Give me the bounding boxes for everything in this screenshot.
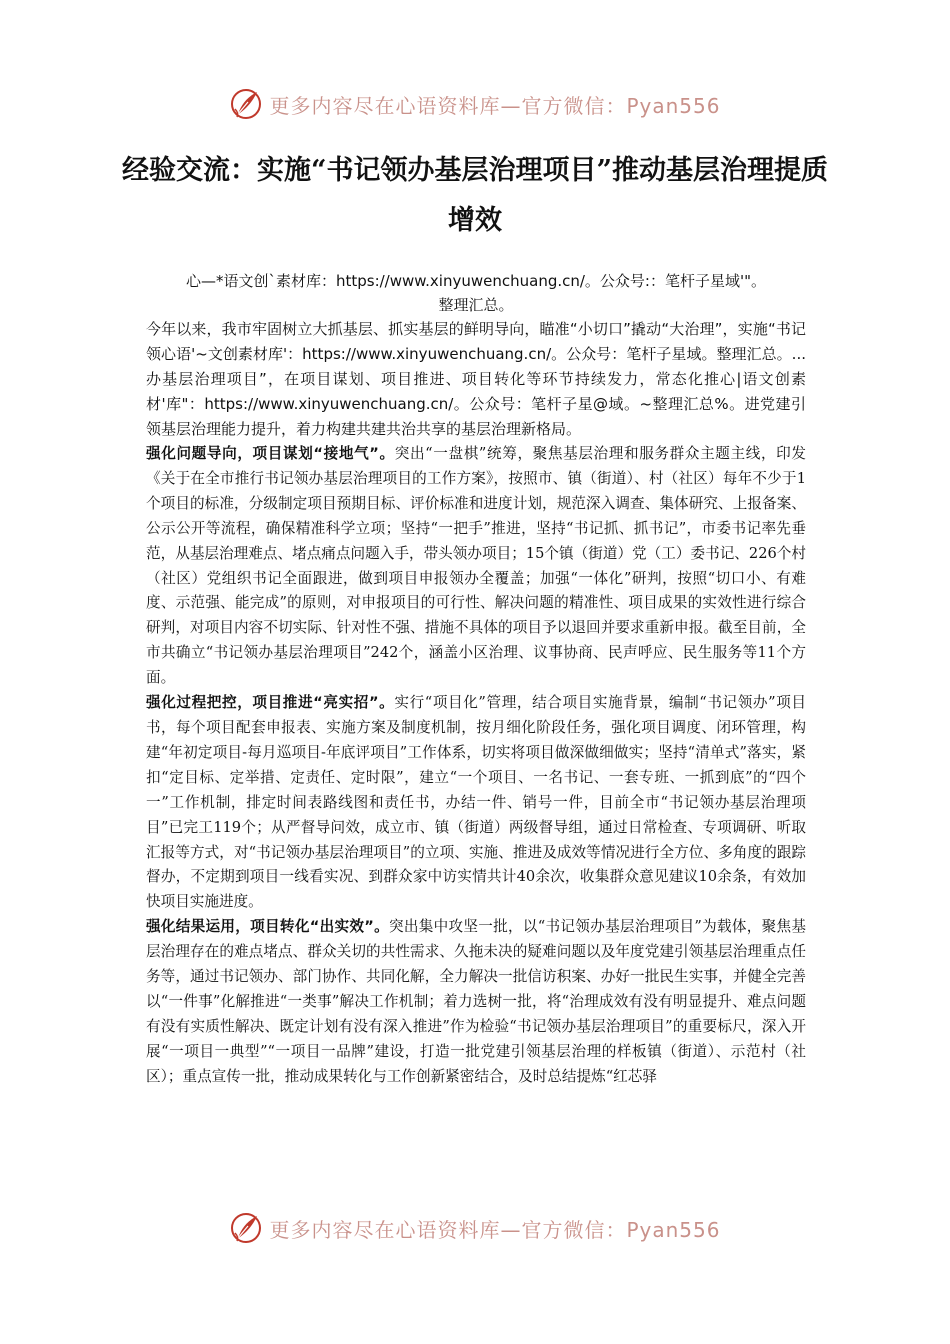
section-paragraph-2 <box>146 691 806 915</box>
article-body <box>146 269 806 1090</box>
section-body-3: 突出集中攻坚一批，以“书记领办基层治理项目”为载体，聚焦基层治理存在的难点堵点、群众关切的共性需求、久拖未决的疑难问题以及年度党建引领基层治理重点任务等，通过书记领办、部门协作、共同化解，全力解决一批信访积案、办好一批民生实事，并健全完善以“一件事”化解推进“一类事”解决工作机制；着力选树一批，将“治理成效有没有明显提升、难点问题有没有实质性解决、既定计划有没有深入推进”作为检验“书记领办基层治理项目”的重要标尺，深入开展“一项目一典型”“一项目一品牌”建设，打造一批党建引领基层治理的样板镇（街道）、示范村（社区）；重点宣传一批，推动成果转化与工作创新紧密结合，及时总结提炼“红芯驿 <box>146 918 807 1085</box>
source-line-1: 心—*语文创`素材库：https://www.xinyuwenchuang.cn/。公众号:：笔杆子星域'"。 <box>185 272 767 290</box>
section-paragraph-1 <box>146 442 806 691</box>
section-body-2: 实行“项目化”管理，结合项目实施背景，编制“书记领办”项目书，每个项目配套申报表、实施方案及制度机制，按月细化阶段任务，强化项目调度、闭环管理，构建“年初定项目-每月巡项目-年底评项目”工作体系，切实将项目做深做细做实；坚持“清单式”落实，紧扣“定目标、定举措、定责任、定时限”，建立“一个项目、一名书记、一套专班、一抓到底”的“四个一”工作机制，排定时间表路线图和责任书，办结一件、销号一件，目前全市“书记领办基层治理项目”已完工119个；从严督导问效，成立市、镇（街道）两级督导组，通过日常检查、专项调研、听取汇报等方式，对“书记领办基层治理项目”的立项、实施、推进及成效等情况进行全方位、多角度的跟踪督办，不定期到项目一线看实况、到群众家中访实情共计40余次，收集群众意见建议10余条，有效加快项目实施进度。 <box>146 694 806 911</box>
feather-pen-logo-icon <box>229 87 263 121</box>
section-paragraph-3 <box>146 915 806 1089</box>
header-watermark-banner <box>0 84 950 124</box>
article-title: 经验交流：实施“书记领办基层治理项目”推动基层治理提质增效 <box>121 155 829 236</box>
watermark-text: 更多内容尽在心语资料库—官方微信：Pyan556 <box>269 93 721 118</box>
section-heading-3: 强化结果运用，项目转化“出实效”。 <box>146 918 389 936</box>
section-body-1: 突出“一盘棋”统筹，聚焦基层治理和服务群众主题主线，印发《关于在全市推行书记领办基层治理项目的工作方案》，按照市、镇（街道）、村（社区）每年不少于1个项目的标准，分级制定项目预期目标、评价标准和进度计划，规范深入调查、集体研究、上报备案、公示公开等流程，确保精准科学立项；坚持“一把手”推进，坚持“书记抓、抓书记”，市委书记率先垂范，从基层治理难点、堵点痛点问题入手，带头领办项目；15个镇（街道）党（工）委书记、226个村（社区）党组织书记全面跟进，做到项目申报领办全覆盖；加强“一体化”研判，按照“切口小、有难度、示范强、能完成”的原则，对申报项目的可行性、解决问题的精准性、项目成果的实效性进行综合研判，对项目内容不切实际、针对性不强、措施不具体的项目予以退回并要求重新申报。截至目前，全市共确立“书记领办基层治理项目”242个，涵盖小区治理、议事协商、民声呼应、民生服务等11个方面。 <box>146 445 806 687</box>
feather-pen-logo-icon <box>229 1211 263 1245</box>
watermark-text: 更多内容尽在心语资料库—官方微信：Pyan556 <box>269 1217 721 1242</box>
source-line-2: 整理汇总。 <box>438 296 514 314</box>
intro-paragraph: 今年以来，我市牢固树立大抓基层、抓实基层的鲜明导向，瞄准“小切口”撬动“大治理”，实施“书记领心语'~文创素材库'：https://www.xinyuwenchuang.cn/。公众号：笔杆子星域。整理汇总。...办基层治理项目”，在项目谋划、项目推进、项目转化等环节持续发力，常态化推心|语文创素材'库"：https://www.xinyuwenchuang.cn/。公众号：笔杆子星@域。~整理汇总%。进党建引领基层治理能力提升，着力构建共建共治共享的基层治理新格局。 <box>146 320 806 438</box>
section-heading-1: 强化问题导向，项目谋划“接地气”。 <box>146 445 395 462</box>
section-heading-2: 强化过程把控，项目推进“亮实招”。 <box>146 694 395 712</box>
footer-watermark-banner <box>0 1208 950 1248</box>
